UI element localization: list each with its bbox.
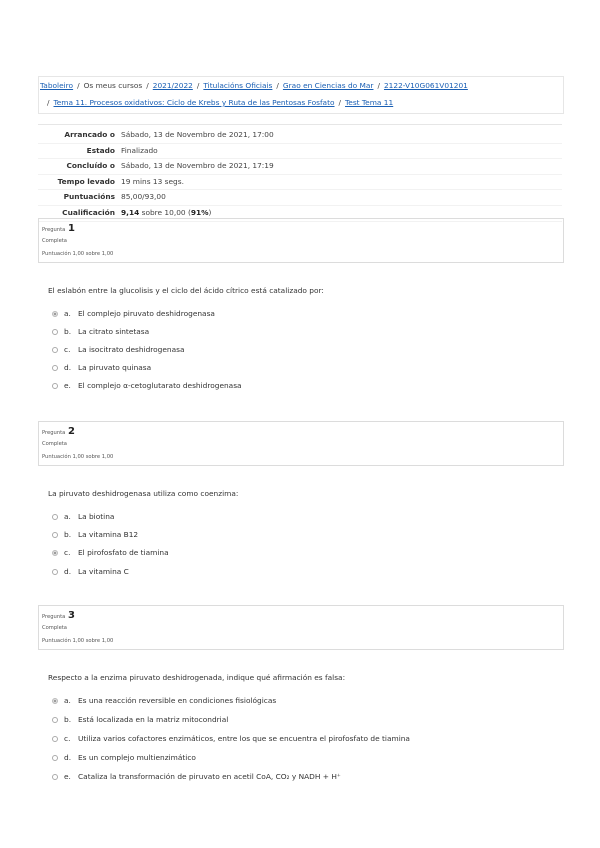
option-letter: a. — [64, 512, 71, 521]
breadcrumb-line-2 — [47, 94, 393, 112]
option-letter: c. — [64, 734, 71, 743]
answer-option[interactable] — [52, 362, 151, 374]
breadcrumb-degree-link[interactable]: Grao en Ciencias do Mar — [282, 81, 374, 90]
breadcrumb-titulacions-link[interactable]: Titulacións Oficiais — [203, 81, 273, 90]
option-text: La citrato sintetasa — [78, 327, 150, 336]
summary-value: Sábado, 13 de Novembro de 2021, 17:00 — [121, 130, 274, 139]
option-text: La isocitrato deshidrogenasa — [78, 345, 185, 354]
radio-button[interactable] — [52, 347, 58, 353]
option-letter: d. — [64, 753, 72, 762]
summary-row — [38, 128, 562, 144]
breadcrumb-course-link[interactable]: 2122-V10G061V01201 — [383, 81, 468, 90]
option-text: Utiliza varios cofactores enzimáticos, entre los que se encuentra el pirofosfato de tiamina — [78, 734, 410, 743]
option-letter: e. — [64, 381, 71, 390]
summary-row — [38, 175, 562, 191]
option-letter: b. — [64, 530, 72, 539]
radio-button-selected[interactable] — [52, 311, 58, 317]
question-number-value: 1 — [67, 223, 75, 234]
option-letter: b. — [64, 327, 72, 336]
answer-option[interactable] — [52, 695, 276, 707]
breadcrumb-separator: / — [377, 81, 380, 90]
radio-button-selected[interactable] — [52, 698, 58, 704]
question-number-value: 2 — [67, 426, 75, 437]
grade-score: 9,14 — [121, 207, 140, 217]
option-letter: b. — [64, 715, 72, 724]
question-state: Completa — [42, 625, 67, 631]
option-letter: e. — [64, 772, 71, 781]
question-info-3 — [38, 605, 564, 650]
option-text: La biotina — [78, 512, 115, 521]
answer-option[interactable] — [52, 714, 228, 726]
radio-button[interactable] — [52, 736, 58, 742]
question-grade: Puntuación 1,00 sobre 1,00 — [42, 251, 114, 257]
breadcrumb — [38, 76, 564, 114]
grade-mid: sobre 10,00 ( — [139, 207, 191, 217]
breadcrumb-dashboard-link[interactable]: Taboleiro — [40, 81, 74, 90]
question-info-1 — [38, 218, 564, 263]
answer-option[interactable] — [52, 733, 410, 745]
breadcrumb-topic-link[interactable]: Tema 11. Procesos oxidativos: Ciclo de Krebs y Ruta de las Pentosas Fosfato — [53, 98, 335, 107]
summary-value: Finalizado — [121, 145, 158, 155]
option-text: El complejo α-cetoglutarato deshidrogenasa — [78, 381, 242, 390]
answer-option[interactable] — [52, 771, 341, 783]
answer-option[interactable] — [52, 326, 149, 338]
answer-option[interactable] — [52, 566, 129, 578]
breadcrumb-separator: / — [146, 81, 149, 90]
answer-option[interactable] — [52, 547, 169, 559]
summary-value: 85,00/93,00 — [121, 192, 166, 202]
summary-row — [38, 190, 562, 206]
option-letter: d. — [64, 363, 72, 372]
question-info-2 — [38, 421, 564, 466]
option-text: La piruvato quinasa — [78, 363, 152, 372]
option-text: Cataliza la transformación de piruvato en acetil CoA, CO₂ y NADH + H⁺ — [78, 772, 341, 781]
option-text: Es un complejo multienzimático — [78, 753, 196, 762]
question-number — [42, 223, 75, 234]
radio-button[interactable] — [52, 532, 58, 538]
question-state: Completa — [42, 238, 67, 244]
option-text: El pirofosfato de tiamina — [78, 548, 169, 557]
question-number-value: 3 — [67, 610, 75, 621]
radio-button[interactable] — [52, 774, 58, 780]
option-letter: d. — [64, 567, 72, 576]
summary-label: Arrancado o — [64, 130, 115, 139]
option-letter: a. — [64, 696, 71, 705]
question-number — [42, 610, 75, 621]
question-label: Pregunta — [42, 614, 66, 620]
breadcrumb-line-1 — [40, 77, 468, 95]
breadcrumb-separator: / — [47, 98, 50, 107]
question-number — [42, 426, 75, 437]
question-state: Completa — [42, 441, 67, 447]
radio-button[interactable] — [52, 365, 58, 371]
option-text: La vitamina C — [78, 567, 129, 576]
option-text: Es una reacción reversible en condiciones fisiológicas — [78, 696, 277, 705]
summary-label: Puntuacións — [63, 192, 115, 202]
question-label: Pregunta — [42, 227, 66, 233]
question-text-2: La piruvato deshidrogenasa utiliza como coenzima: — [48, 489, 239, 498]
answer-option[interactable] — [52, 344, 185, 356]
option-letter: c. — [64, 548, 71, 557]
radio-button-selected[interactable] — [52, 550, 58, 556]
summary-value: 19 mins 13 segs. — [121, 176, 184, 186]
grade-percent: 91% — [190, 207, 209, 217]
question-grade: Puntuación 1,00 sobre 1,00 — [42, 454, 114, 460]
summary-label: Cualificación — [62, 207, 115, 217]
question-text-1: El eslabón entre la glucolisis y el ciclo del ácido cítrico está catalizado por: — [48, 286, 324, 295]
radio-button[interactable] — [52, 383, 58, 389]
breadcrumb-year-link[interactable]: 2021/2022 — [152, 81, 193, 90]
attempt-summary — [38, 124, 562, 222]
answer-option[interactable] — [52, 511, 114, 523]
option-text: La vitamina B12 — [78, 530, 139, 539]
option-text: El complejo piruvato deshidrogenasa — [78, 309, 215, 318]
breadcrumb-quiz-link[interactable]: Test Tema 11 — [345, 98, 394, 107]
radio-button[interactable] — [52, 329, 58, 335]
summary-label: Estado — [86, 145, 115, 155]
summary-label: Concluído o — [66, 161, 115, 171]
breadcrumb-separator: / — [77, 81, 80, 90]
option-text: Está localizada en la matriz mitocondrial — [78, 715, 229, 724]
summary-value: Sábado, 13 de Novembro de 2021, 17:19 — [121, 161, 274, 171]
radio-button[interactable] — [52, 514, 58, 520]
question-grade: Puntuación 1,00 sobre 1,00 — [42, 638, 114, 644]
grade-end: ) — [208, 207, 212, 217]
summary-row — [38, 144, 562, 160]
answer-option[interactable] — [52, 752, 196, 764]
answer-option[interactable] — [52, 308, 215, 320]
summary-row — [38, 159, 562, 175]
breadcrumb-separator: / — [196, 81, 200, 90]
summary-label: Tempo levado — [57, 176, 115, 186]
breadcrumb-separator: / — [338, 98, 342, 107]
question-label: Pregunta — [42, 430, 66, 436]
option-letter: a. — [64, 309, 71, 318]
question-text-3: Respecto a la enzima piruvato deshidrogenada, indique qué afirmación es falsa: — [48, 673, 346, 682]
radio-button[interactable] — [52, 569, 58, 575]
breadcrumb-my-courses: Os meus cursos — [83, 81, 143, 90]
radio-button[interactable] — [52, 755, 58, 761]
answer-option[interactable] — [52, 529, 138, 541]
radio-button[interactable] — [52, 717, 58, 723]
breadcrumb-separator: / — [276, 81, 279, 90]
answer-option[interactable] — [52, 380, 242, 392]
option-letter: c. — [64, 345, 71, 354]
